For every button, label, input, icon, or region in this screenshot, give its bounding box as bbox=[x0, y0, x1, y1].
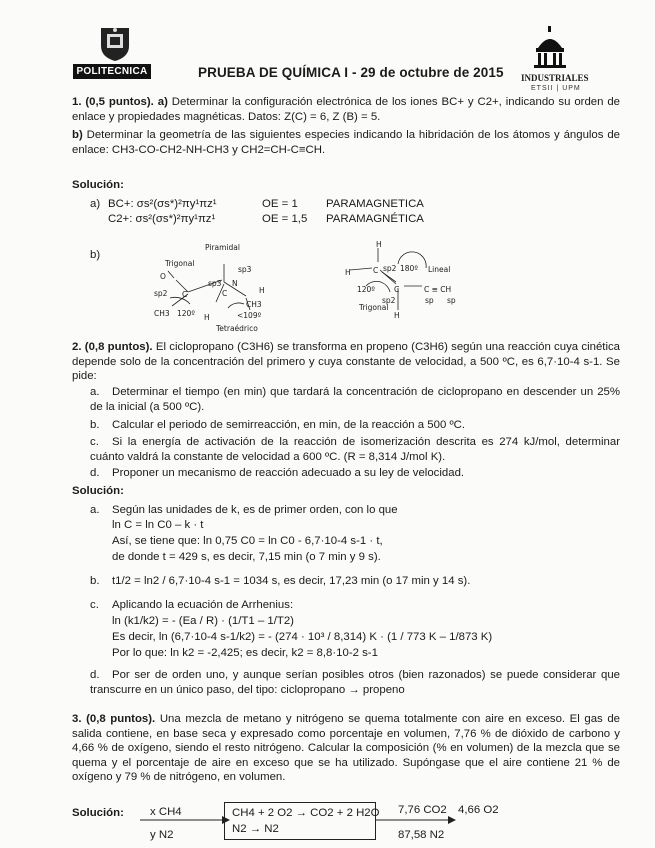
etsii-upm-text: ETSII | UPM bbox=[531, 85, 581, 92]
mol2-sp2-a: sp2 bbox=[383, 264, 397, 273]
q2-item-a-label: a. bbox=[90, 386, 100, 398]
q1-row-2-oe: OE = 1,5 bbox=[262, 213, 308, 225]
q2-solution-label: Solución: bbox=[72, 485, 124, 497]
q3-box-line2: N2 → N2 bbox=[232, 823, 279, 835]
mol2-triple: C ≡ CH bbox=[424, 285, 452, 294]
q2-sol-c-line2: ln (k1/k2) = - (Ea / R) · (1/T1 – 1/T2) bbox=[112, 615, 294, 627]
q2-item-a bbox=[90, 385, 620, 414]
mol2-ang180: 180º bbox=[400, 264, 418, 273]
q2-item-b bbox=[90, 418, 620, 433]
q2-sol-b-marker: b. bbox=[90, 575, 100, 587]
q2-item-b-label: b. bbox=[90, 419, 100, 431]
q2-sol-d: d. Por ser de orden uno, y aunque serían posibles otros (bien razonados) se puede considerar que transcurre en un único paso, del tipo: ciclopropano → propeno bbox=[90, 669, 620, 696]
mol1-sp2: sp2 bbox=[154, 289, 168, 298]
mol2-trigonal: Trigonal bbox=[359, 303, 389, 312]
q2-item-c bbox=[90, 435, 620, 464]
q2-sol-a-marker: a. bbox=[90, 504, 100, 516]
q1-a-label: a) bbox=[157, 96, 168, 108]
q3-solution-label: Solución: bbox=[72, 807, 124, 819]
q2-sol-c-marker: c. bbox=[90, 599, 99, 611]
q3-heading: 3. (0,8 puntos). bbox=[72, 713, 156, 725]
mol1-C2: C bbox=[222, 289, 228, 298]
q1-a-text: Determinar la configuración electrónica de los iones BC+ y C2+, indicando su orden de enlace y propiedades magnéticas. Datos: Z(C) = 6, Z (B) = 5. bbox=[72, 96, 621, 123]
q1-sol-b-label: b) bbox=[90, 249, 101, 261]
politecnica-badge: POLITECNICA bbox=[73, 64, 151, 79]
q1-row-1-mag: PARAMAGNETICA bbox=[326, 198, 424, 210]
mol1-O: O bbox=[160, 272, 166, 281]
q1-solution-label: Solución: bbox=[72, 179, 124, 191]
q2-item-d bbox=[90, 466, 620, 481]
q3-output-n2: 87,58 N2 bbox=[398, 829, 445, 841]
q3-text: Una mezcla de metano y nitrógeno se quema totalmente con aire en exceso. El gas de salida contiene, en base seca y expresado como porcentaje en volumen, 7,76 % de dióxido de carbono y 4,66 % de oxígeno, siendo el resto nitrógeno. Calcular la composición (% en volumen) de la mezcla que se quema y el porcentaje de aire en exceso que se ha utilizado. Supóngase que el aire contiene 21 % de oxígeno y 79 % de nitrógeno, en volumen. bbox=[72, 713, 621, 784]
q2-sol-d-text: Por ser de orden uno, y aunque serían posibles otros (bien razonados) se puede considerar que transcurre en un único paso, del tipo: ciclopropano → propeno bbox=[90, 669, 620, 696]
q2-sol-a-line2: ln C = ln C0 – k · t bbox=[112, 519, 204, 531]
q2-heading: 2. (0,8 puntos). bbox=[72, 341, 153, 353]
q2-item-a-text: Determinar el tiempo (en min) que tardará la concentración de ciclopropano en descender un 25% de la inicial (a 500 ºC). bbox=[90, 386, 620, 413]
q2-sol-a-line3: Así, se tiene que: ln 0,75 C0 = ln C0 - 6,7·10-4 s-1 · t, bbox=[112, 535, 383, 547]
mol2-sp2-b: sp2 bbox=[382, 296, 396, 305]
mol2-sp-2: sp bbox=[447, 296, 456, 305]
mol1-tetraedrico: Tetraédrico bbox=[216, 324, 258, 333]
mol1-sp3-a: sp3 bbox=[238, 265, 252, 274]
university-crest-icon bbox=[98, 24, 132, 62]
question-1-part-a bbox=[72, 95, 620, 124]
q2-item-c-label: c. bbox=[90, 436, 99, 448]
mol2-ang120: 120º bbox=[357, 285, 375, 294]
q1-row-2-ion: C2+: σs²(σs*)²πy¹πz¹ bbox=[108, 213, 216, 225]
q2-sol-a-line1: Según las unidades de k, es de primer orden, con lo que bbox=[112, 504, 398, 516]
q1-row-1-oe: OE = 1 bbox=[262, 198, 298, 210]
q2-sol-b-text: t1/2 = ln2 / 6,7·10-4 s-1 = 1034 s, es decir, 17,23 min (o 17 min y 14 s). bbox=[112, 575, 471, 587]
q1-row-2-mag: PARAMAGNÉTICA bbox=[326, 213, 424, 225]
q2-sol-c-line1: Aplicando la ecuación de Arrhenius: bbox=[112, 599, 294, 611]
mol1-C1: C bbox=[182, 290, 188, 299]
mol1-trigonal: Trigonal bbox=[165, 259, 195, 268]
q2-item-d-text: Proponer un mecanismo de reacción adecuado a su ley de velocidad. bbox=[112, 467, 465, 479]
q3-box-line1: CH4 + 2 O2 → CO2 + 2 H2O bbox=[232, 807, 380, 819]
question-2-intro bbox=[72, 340, 620, 384]
mol1-piramidal: Piramidal bbox=[205, 243, 240, 252]
q3-output-o2: 4,66 O2 bbox=[458, 804, 499, 816]
mol2-C1: C bbox=[373, 266, 379, 275]
mol1-H2: H bbox=[204, 313, 210, 322]
mol2-lineal: Lineal bbox=[428, 265, 451, 274]
mol1-angle-120: 120º bbox=[177, 309, 195, 318]
q2-item-b-text: Calcular el periodo de semirreacción, en min, de la reacción a 500 ºC. bbox=[112, 419, 466, 431]
mol1-N: N bbox=[232, 279, 238, 288]
q2-sol-c-line4: Por lo que: ln k2 = -2,425; es decir, k2 = 8,8·10-2 s-1 bbox=[112, 647, 378, 659]
mol2-H1: H bbox=[376, 240, 382, 249]
mol1-CH3-a: CH3 bbox=[154, 309, 170, 318]
q3-input-n2: y N2 bbox=[150, 829, 174, 841]
q1-b-text: Determinar la geometría de las siguientes especies indicando la hibridación de los átomos y ángulos de enlace: CH3-CO-CH2-NH-CH3 y CH2=CH-C≡CH. bbox=[72, 129, 620, 156]
q1-heading: 1. (0,5 puntos). bbox=[72, 96, 154, 108]
mol1-sp3-b: sp3 bbox=[208, 279, 222, 288]
q2-sol-c-line3: Es decir, ln (6,7·10-4 s-1/k2) = - (274 · 10³ / 8,314) K · (1 / 773 K – 1/873 K) bbox=[112, 631, 493, 643]
mol1-CH3-b: CH3 bbox=[246, 300, 262, 309]
q1-row-1-ion: BC+: σs²(σs*)²πy¹πz¹ bbox=[108, 198, 217, 210]
industriales-dome-icon bbox=[530, 26, 570, 68]
q1-b-label: b) bbox=[72, 129, 83, 141]
q3-output-co2: 7,76 CO2 bbox=[398, 804, 447, 816]
mol1-H: H bbox=[259, 286, 265, 295]
mol2-H3: H bbox=[394, 311, 400, 320]
page-title: PRUEBA DE QUÍMICA I - 29 de octubre de 2015 bbox=[198, 65, 504, 80]
question-3 bbox=[72, 712, 620, 785]
mol2-C2: C bbox=[394, 285, 400, 294]
q1-sol-a-label: a) bbox=[90, 198, 101, 210]
q3-input-ch4: x CH4 bbox=[150, 806, 182, 818]
industriales-logo-text: INDUSTRIALES bbox=[521, 73, 589, 83]
q2-intro-text: El ciclopropano (C3H6) se transforma en propeno (C3H6) según una reacción cuya cinética depende solo de la concentración del primero y cuya constante de velocidad, a 500 ºC, es 6,7·10-4 s-1. Se pide: bbox=[72, 341, 621, 383]
mol1-angle-109: <109º bbox=[237, 311, 262, 320]
question-1-part-b bbox=[72, 128, 620, 157]
q2-item-c-text: Si la energía de activación de la reacción de isomerización descrita es 274 kJ/mol, determinar cuánto valdrá la constante de velocidad a 600 ºC. (R = 8,314 J/mol K). bbox=[90, 436, 620, 463]
mol2-sp-1: sp bbox=[425, 296, 434, 305]
mol2-H2: H bbox=[345, 268, 351, 277]
q2-sol-a-line4: de donde t = 429 s, es decir, 7,15 min (o 7 min y 9 s). bbox=[112, 551, 381, 563]
q2-item-d-label: d. bbox=[90, 467, 100, 479]
